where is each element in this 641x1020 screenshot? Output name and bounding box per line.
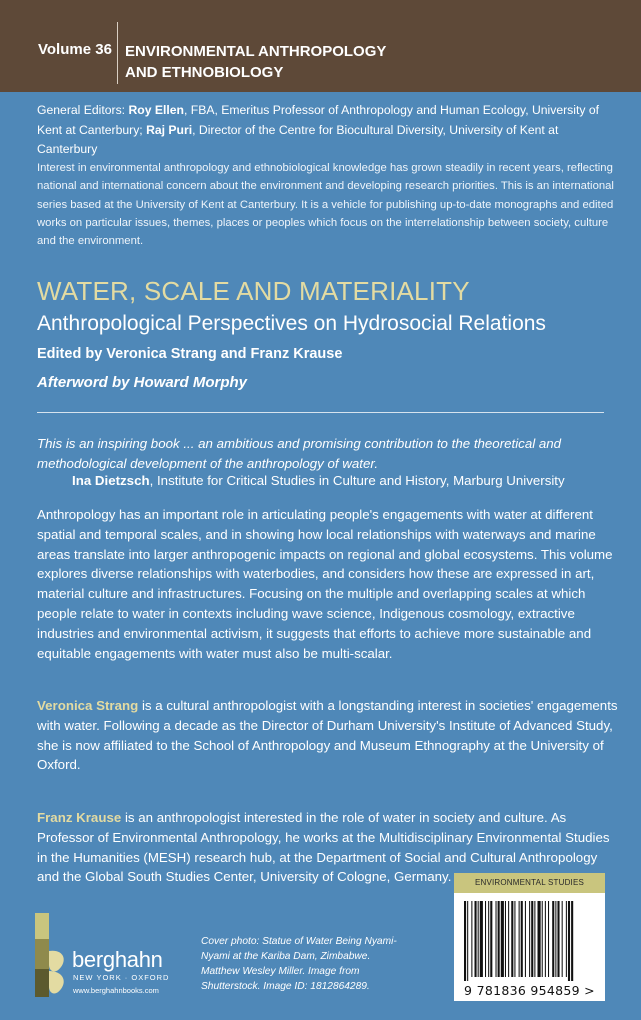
header-divider — [117, 22, 118, 84]
series-title-line1: ENVIRONMENTAL ANTHROPOLOGY — [125, 43, 387, 60]
reviewer-name: Ina Dietzsch — [72, 473, 150, 488]
barcode — [454, 893, 605, 1001]
editor-name-2: Raj Puri — [146, 122, 193, 137]
editor-desc-1: , FBA, Emeritus Professor of Anthropology and Human Ecology, University of Kent at Canterbury; — [37, 103, 600, 137]
editors-prefix: General Editors: — [37, 103, 129, 117]
review-source — [72, 473, 565, 488]
book-description: Anthropology has an important role in articulating people's engagements with water at different spatial and temporal scales, and in showing how local relationships with waterways and marine areas translate into larger anthropogenic impacts on regional and global ecosystems. This volume explores diverse relationships with waterbodies, and considers how these are expressed in art, material culture and infrastructures. Focusing on the multiple and overlapping scales at which people relate to water in contexts including wave science, Indigenous cosmology, extractive industries and environmental activism, it suggests that efforts to achieve more sustainable and equitable engagements with water must also be multi-scalar. — [37, 507, 613, 661]
afterword: Afterword by Howard Morphy — [37, 374, 248, 391]
divider-line — [37, 412, 604, 413]
bio-text-2: is an anthropologist interested in the role of water in society and culture. As Professor of Environmental Anthropology, he works at the Multidisciplinary Environmental Studies in the Humanities (MESH) research hub, at the Department of Social and Cultural Anthropology and the Global South Studies Center, University of Cologne, Germany. — [37, 810, 610, 885]
publisher-url: www.berghahnbooks.com — [73, 986, 159, 995]
publisher-name: berghahn — [72, 947, 163, 972]
reviewer-affiliation: , Institute for Critical Studies in Culture and History, Marburg University — [149, 473, 565, 488]
berghahn-logo-icon — [33, 913, 71, 997]
book-title: WATER, SCALE AND MATERIALITY — [37, 276, 470, 306]
series-header — [0, 0, 641, 92]
volume-number: Volume 36 — [38, 41, 112, 58]
bio-text-1: is a cultural anthropologist with a longstanding interest in societies' engagements with water. Following a decade as the Director of Durham University's Institute of Advanced Study, she is now affiliated to the School of Anthropology and Museum Ethnography at the University of Oxford. — [37, 698, 618, 773]
series-intro: Interest in environmental anthropology and ethnobiological knowledge has grown steadily in recent years, reflecting national and international concern about the environment and developing research priorities. This is an international series based at the University of Kent at Canterbury. It is a vehicle for publishing up-to-date monographs and edited works on particular issues, themes, places or peoples which focus on the interrelationship between society, culture and the environment. — [37, 162, 614, 248]
bio-name-2: Franz Krause — [37, 810, 122, 825]
general-editors — [37, 101, 617, 160]
cover-credit: Cover photo: Statue of Water Being Nyami-Nyami at the Kariba Dam, Zimbabwe. Matthew Wesley Miller. Image from Shutterstock. Image ID: 1812864289. — [201, 936, 397, 992]
editor-bio-1 — [37, 696, 622, 775]
publisher-cities: NEW YORK · OXFORD — [73, 973, 170, 982]
edited-by: Edited by Veronica Strang and Franz Krause — [37, 346, 343, 362]
bio-name-1: Veronica Strang — [37, 698, 139, 713]
series-title — [125, 41, 386, 83]
barcode-panel — [454, 873, 605, 1001]
editor-name-1: Roy Ellen — [128, 103, 184, 117]
review-quote: This is an inspiring book ... an ambitious and promising contribution to the theoretical and methodological development of the anthropology of water. — [37, 436, 562, 471]
publisher-logo — [33, 907, 183, 997]
isbn-number: 9 781836 954859 > — [464, 983, 595, 998]
book-subtitle: Anthropological Perspectives on Hydrosocial Relations — [37, 312, 546, 335]
series-title-line2: AND ETHNOBIOLOGY — [125, 64, 284, 81]
editor-desc-2: , Director of the Centre for Biocultural Diversity, University of Kent at Canterbury — [37, 122, 559, 156]
barcode-bars — [460, 901, 599, 981]
subject-category: ENVIRONMENTAL STUDIES — [454, 873, 605, 893]
